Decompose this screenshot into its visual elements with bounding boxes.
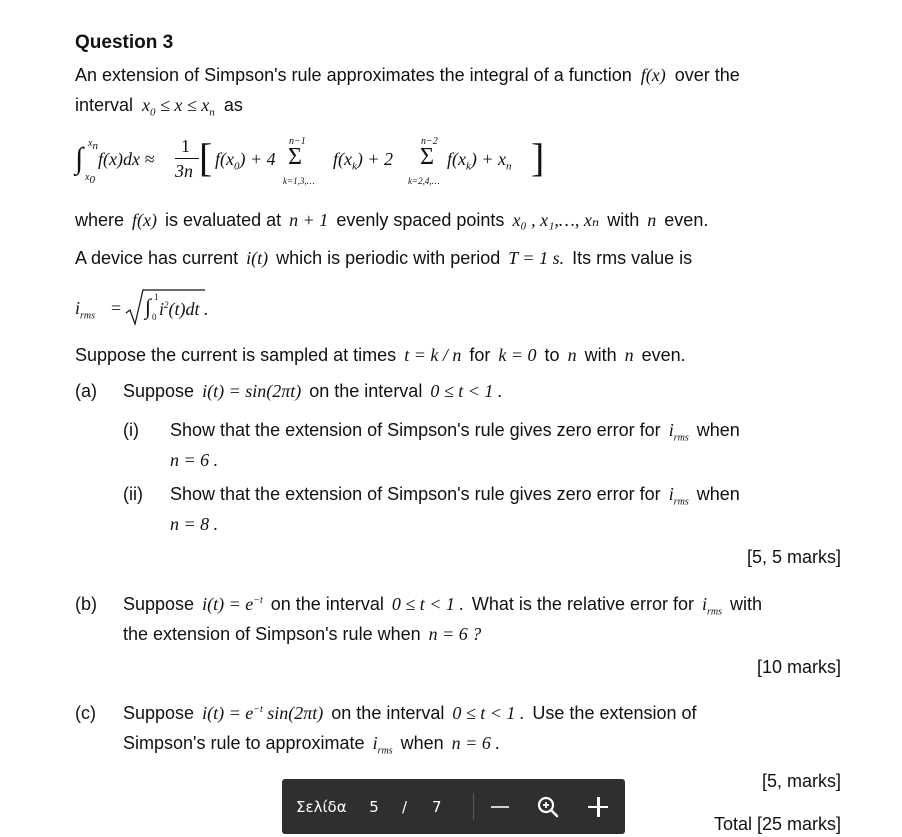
part-c-marks: [5, marks] <box>761 771 841 791</box>
zoom-in-button[interactable] <box>530 779 566 834</box>
question-title: Question 3 <box>75 32 174 53</box>
minus-icon <box>491 806 509 808</box>
part-a-ii-text: Show that the extension of Simpson's rule gives zero error for $i_{rms}$ when <box>170 484 740 508</box>
intro-line-2: interval $x_0 \le x \le x_n$ as <box>75 95 243 119</box>
part-a-label: (a) <box>75 381 97 401</box>
part-c-line-2: Simpson's rule to approximate $i_{rms}$ when n = 6 . <box>123 733 500 757</box>
page-label: Σελίδα <box>296 797 347 816</box>
part-c-text: Suppose $i(t) = e^{-t}$ sin(2πt) on the interval 0 ≤ t < 1 . Use the extension of <box>123 703 697 723</box>
part-a-i-text: Show that the extension of Simpson's rule gives zero error for $i_{rms}$ when <box>170 420 740 444</box>
i-rms-symbol: $i_{rms}$ <box>668 420 689 444</box>
part-c-label: (c) <box>75 703 96 723</box>
part-a-i-label: (i) <box>123 420 139 440</box>
part-a-ii-condition: n = 8 . <box>170 514 219 534</box>
page-navigation-toolbar <box>282 779 625 834</box>
page-separator: / <box>402 797 408 816</box>
part-b-text: Suppose $i(t) = e^{-t}$ on the interval 0 ≤ t < 1 . What is the relative error for $i_{rms}$ with <box>123 594 763 618</box>
add-button[interactable] <box>580 779 616 834</box>
part-b-line-2: the extension of Simpson's rule when n = 6 ? <box>123 624 482 644</box>
i-rms-symbol: $i_{rms}$ <box>372 733 393 757</box>
sample-line: Suppose the current is sampled at times t = k / n for k = 0 to n with n even. <box>75 345 686 365</box>
part-a-text: Suppose i(t) = sin(2πt) on the interval 0 ≤ t < 1 . <box>123 381 503 401</box>
part-a-ii-label: (ii) <box>123 484 143 504</box>
part-a-marks: [5, 5 marks] <box>746 547 841 567</box>
zoom-out-button[interactable] <box>482 779 518 834</box>
plus-icon <box>588 797 608 817</box>
i-rms-symbol: $i_{rms}$ <box>702 594 723 618</box>
part-b-label: (b) <box>75 594 97 614</box>
device-line: A device has current i(t) which is periodic with period T = 1 s. Its rms value is <box>75 248 693 268</box>
zoom-in-icon <box>536 795 560 819</box>
interval-expression: $x_0 \le x \le x_n$ <box>142 95 215 119</box>
total-pages: 7 <box>432 797 442 816</box>
i-rms-symbol: $i_{rms}$ <box>668 484 689 508</box>
part-a-i-condition: n = 6 . <box>170 450 219 470</box>
current-page-input[interactable]: 5 <box>369 797 379 816</box>
toolbar-divider <box>473 793 474 820</box>
total-marks: Total [25 marks] <box>713 814 841 834</box>
where-line: where f(x) is evaluated at n + 1 evenly spaced points x₀ , x₁,…, xₙ with n even. <box>75 210 709 230</box>
integral-sign: ∫ <box>75 142 84 175</box>
intro-line-1: An extension of Simpson's rule approximates the integral of a function f(x) over the <box>75 65 740 85</box>
part-b-marks: [10 marks] <box>756 657 841 677</box>
